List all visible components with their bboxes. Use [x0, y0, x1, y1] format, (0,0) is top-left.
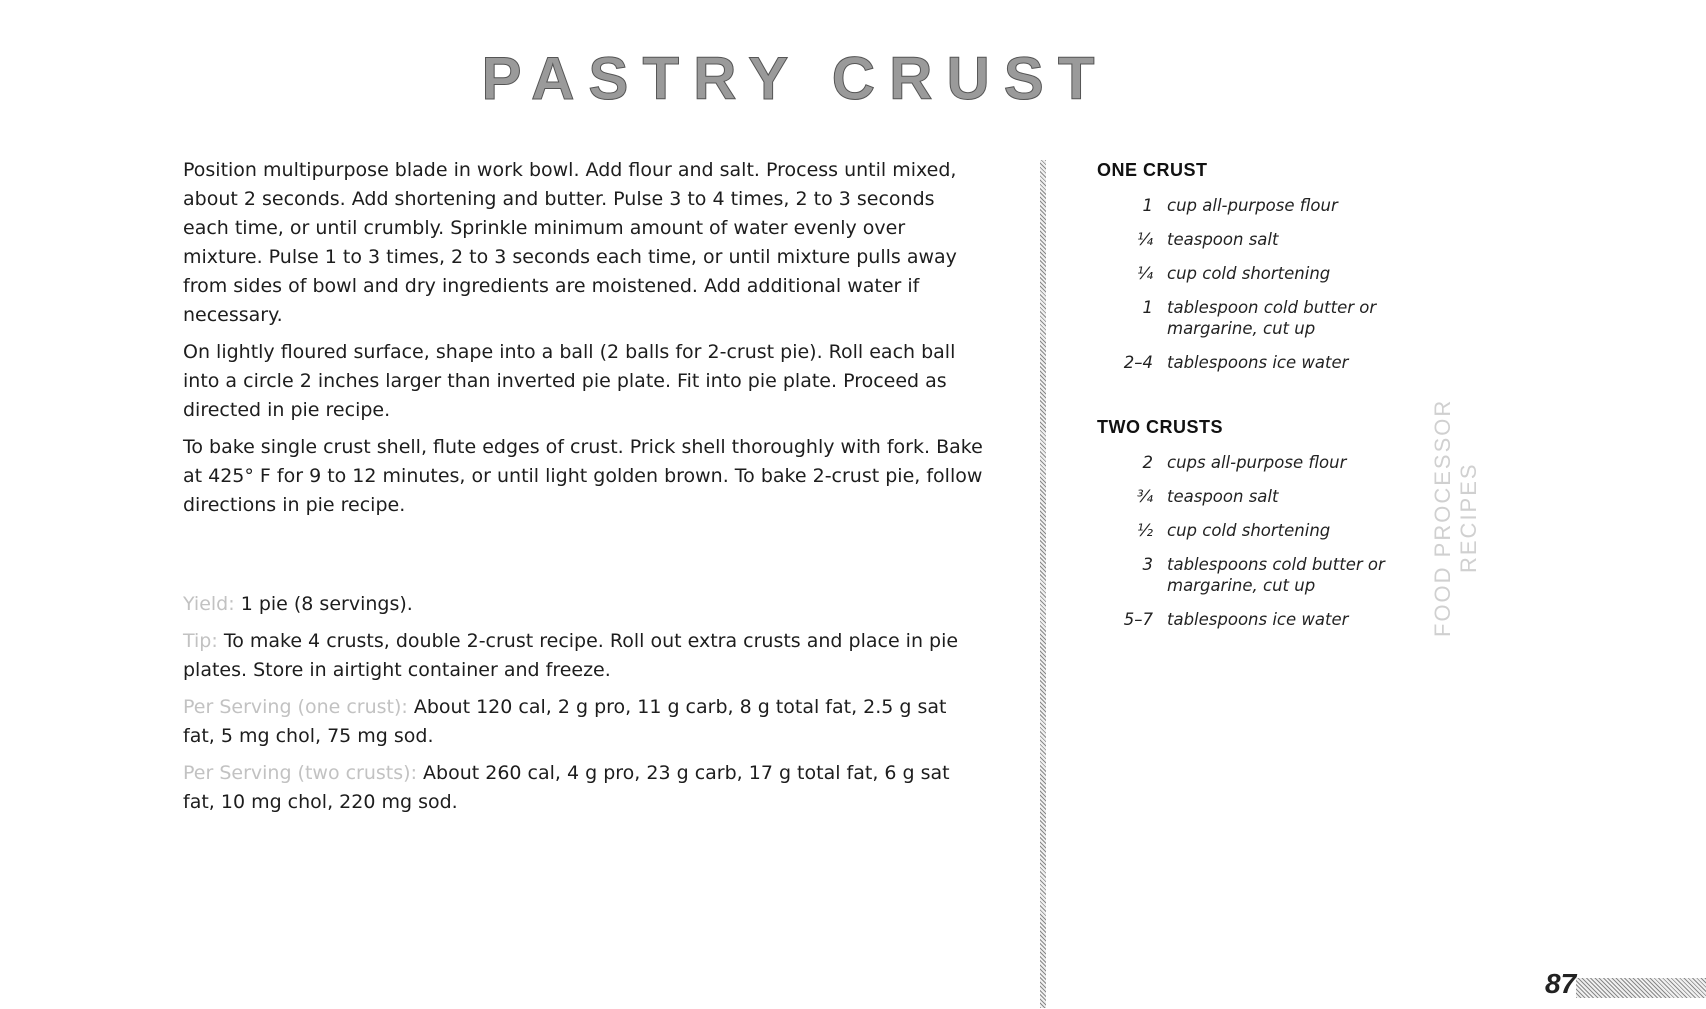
ingredient-qty: 1 — [1142, 298, 1153, 317]
ingredient-text: cup all-purpose flour — [1167, 196, 1338, 215]
yield-label: Yield: — [183, 593, 235, 615]
nutrition-text: About 120 cal, 2 g pro, 11 g carb, 8 g total fat, 2.5 g sat fat, 5 mg chol, 75 mg sod. — [183, 696, 947, 747]
ingredient-text: tablespoon cold butter or margarine, cut up — [1167, 298, 1377, 338]
tip-label: Tip: — [183, 630, 218, 652]
section-side-label: FOOD PROCESSOR RECIPES — [1430, 398, 1481, 638]
page-number-bar — [1576, 978, 1706, 998]
instruction-paragraph: To bake single crust shell, flute edges of crust. Prick shell thoroughly with fork. Bake at 425° F for 9 to 12 minutes, or until light golden brown. To bake 2-crust pie, follow directions in pie recipe. — [183, 436, 983, 516]
tip-line — [183, 627, 983, 685]
ingredient-item — [1097, 352, 1397, 373]
ingredient-text: tablespoons ice water — [1167, 610, 1349, 629]
yield-line — [183, 590, 983, 619]
ingredient-text: teaspoon salt — [1167, 487, 1279, 506]
instruction-paragraph: On lightly floured surface, shape into a ball (2 balls for 2-crust pie). Roll each ball into a circle 2 inches larger than inverted pie plate. Fit into pie plate. Proceed as directed in pie recipe. — [183, 341, 956, 421]
section-heading: TWO CRUSTS — [1097, 417, 1223, 437]
ingredient-text: tablespoons ice water — [1167, 353, 1349, 372]
ingredient-item — [1097, 520, 1397, 541]
nutrition-one-crust — [183, 693, 983, 751]
tip-text: To make 4 crusts, double 2-crust recipe. Roll out extra crusts and place in pie plates. Store in airtight container and freeze. — [183, 630, 959, 681]
page-number: 87 — [1545, 968, 1577, 999]
ingredient-qty: ¼ — [1137, 264, 1153, 283]
nutrition-two-crusts — [183, 759, 983, 817]
ingredient-qty: 2–4 — [1123, 353, 1153, 372]
column-divider — [1040, 160, 1046, 1008]
ingredient-item — [1097, 554, 1397, 596]
ingredient-text: cups all-purpose flour — [1167, 453, 1347, 472]
ingredient-qty: 3 — [1142, 555, 1153, 574]
ingredient-qty: ½ — [1137, 521, 1153, 540]
ingredient-qty: ¼ — [1137, 230, 1153, 249]
ingredient-qty: ¾ — [1137, 487, 1153, 506]
ingredient-item — [1097, 452, 1397, 473]
ingredient-text: cup cold shortening — [1167, 521, 1331, 540]
ingredient-item — [1097, 486, 1397, 507]
instruction-paragraph: Position multipurpose blade in work bowl. Add flour and salt. Process until mixed, about 2 seconds. Add shortening and butter. Pulse 3 to 4 times, 2 to 3 seconds each time, or until crumbly. Sprinkle minimum amount of water evenly over mixture. Pulse 1 to 3 times, 2 to 3 seconds each time, or until mixture pulls away from sides of bowl and dry ingredients are moistened. Add additional water if necessary. — [183, 159, 957, 326]
ingredient-text: tablespoons cold butter or margarine, cut up — [1167, 555, 1385, 595]
ingredient-item — [1097, 609, 1397, 630]
ingredient-item — [1097, 297, 1397, 339]
ingredients-column — [1097, 160, 1397, 643]
nutrition-text: About 260 cal, 4 g pro, 23 g carb, 17 g total fat, 6 g sat fat, 10 mg chol, 220 mg sod. — [183, 762, 950, 813]
instructions-column — [183, 156, 983, 825]
two-crusts-section — [1097, 417, 1397, 630]
page-title: PASTRY CRUST — [481, 45, 1109, 112]
yield-text: 1 pie (8 servings). — [240, 593, 413, 615]
ingredient-item — [1097, 263, 1397, 284]
ingredient-item — [1097, 195, 1397, 216]
ingredient-qty: 2 — [1142, 453, 1153, 472]
one-crust-section — [1097, 160, 1397, 373]
ingredient-text: teaspoon salt — [1167, 230, 1279, 249]
section-heading: ONE CRUST — [1097, 160, 1208, 180]
ingredient-item — [1097, 229, 1397, 250]
ingredient-text: cup cold shortening — [1167, 264, 1331, 283]
nutrition-label: Per Serving (one crust): — [183, 696, 408, 718]
ingredient-qty: 5–7 — [1123, 610, 1153, 629]
nutrition-label: Per Serving (two crusts): — [183, 762, 417, 784]
ingredient-qty: 1 — [1142, 196, 1153, 215]
